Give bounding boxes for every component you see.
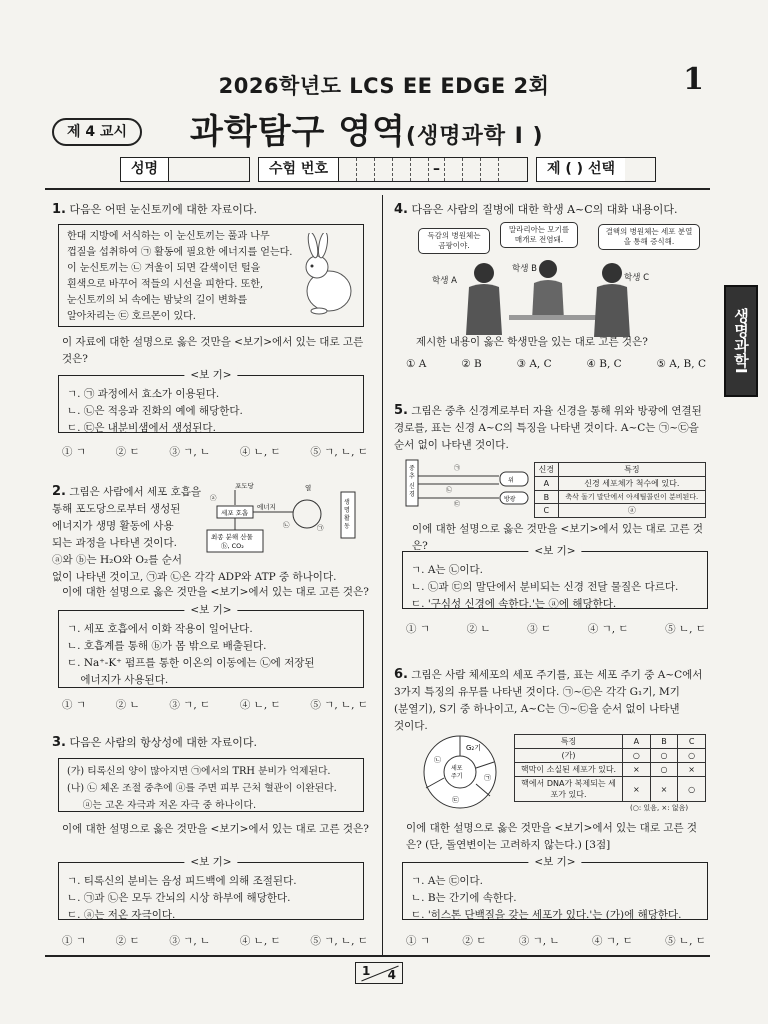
choice[interactable]: ⑤ ㄱ, ㄴ, ㄷ (310, 446, 368, 458)
choice[interactable]: ② ㄷ (115, 446, 140, 458)
choice[interactable]: ① ㄱ (62, 446, 86, 458)
choice[interactable]: ⑤ ㄱ, ㄴ, ㄷ (310, 699, 368, 711)
choice[interactable]: ⑤ ㄱ, ㄴ, ㄷ (310, 935, 368, 947)
products-label: 최종 분해 산물 (211, 533, 253, 541)
choice[interactable]: ① ㄱ (406, 935, 430, 947)
choice[interactable]: ⑤ ㄴ, ㄷ (665, 623, 706, 635)
svg-text:세포: 세포 (451, 765, 463, 772)
exam-number-field[interactable]: 수험 번호 – (258, 157, 528, 182)
q1-boki-box (58, 369, 364, 434)
boki-label: <보 기> (184, 367, 237, 384)
choice[interactable]: ④ B, C (586, 358, 622, 370)
speech-bubble-b: 말라리아는 모기를 매개로 전염돼. (500, 222, 578, 248)
boki-item: ㄷ. '히스톤 단백질을 갖는 세포가 있다.'는 (가)에 해당한다. (411, 909, 682, 921)
svg-text:㉡: ㉡ (434, 756, 441, 764)
choice[interactable]: ③ ㄱ, ㄴ (169, 446, 211, 458)
page-number: 1 (683, 62, 704, 97)
q2-respiration-diagram (205, 480, 365, 560)
name-label: 성명 (121, 158, 169, 181)
boki-item: ㄴ. B는 간기에 속한다. (411, 892, 517, 904)
subject-title (190, 104, 544, 153)
svg-text:㉠: ㉠ (484, 774, 491, 782)
boki-item: 에너지가 사용된다. (67, 674, 169, 686)
svg-text:㉠: ㉠ (454, 465, 461, 472)
svg-text:㉢: ㉢ (452, 796, 459, 804)
boki-item: ㄴ. ㉠과 ㉡은 모두 간뇌의 시상 하부에 해당한다. (67, 892, 291, 904)
svg-text:동: 동 (344, 523, 350, 530)
subject-sub: (생명과학 I ) (405, 124, 544, 149)
q1-passage-line: 껍질을 섭취하여 ㉠ 활동에 필요한 에너지를 얻는다. (67, 247, 293, 258)
boki-item: ㄱ. A는 ㉢이다. (411, 875, 484, 887)
q2-stem: 2. 그림은 사람에서 세포 호흡을 통해 포도당으로부터 생성된 에너지가 생명 활동에 사용 되는 과정을 나타낸 것이다. ⓐ와 ⓑ는 H₂O와 O₂를 순서 없이 나타낸 것이고, ㉠과 ㉡은 각각 ADP와 ATP 중 하나이다. (52, 484, 337, 583)
energy-label: 에너지 (257, 503, 276, 511)
q6-cell-cycle-diagram (414, 732, 514, 812)
q5-table: 신경 특징 A 신경 세포체가 척수에 있다. B 축삭 돌기 말단에서 아세틸콜린이 분비된다. C ⓐ (534, 462, 706, 518)
choice[interactable]: ① ㄱ (62, 699, 86, 711)
choice[interactable]: ④ ㄱ, ㄷ (591, 935, 633, 947)
choice[interactable]: ③ ㄱ, ㄴ (518, 935, 560, 947)
speech-bubble-a: 독감의 병원체는 곰팡이야. (418, 228, 490, 254)
q1-passage-line: 알아차리는 ㉢ 호르몬이 있다. (67, 311, 196, 322)
q5-question: 이에 대한 설명으로 옳은 것만을 <보기>에서 있는 대로 고른 것은? (412, 523, 704, 552)
q6-choices (406, 933, 706, 948)
choice[interactable]: ④ ㄴ, ㄷ (239, 935, 281, 947)
q1-passage-line: 눈신토끼의 뇌 속에는 밤낮의 길이 변화를 (67, 295, 248, 306)
q4-question: 제시한 내용이 옳은 학생만을 있는 대로 고른 것은? (416, 336, 648, 348)
choice[interactable]: ② ㄴ (466, 623, 491, 635)
respiration-label: 세포 호흡 (221, 509, 249, 517)
choice[interactable]: ② ㄷ (462, 935, 487, 947)
boki-item: ㄴ. ㉡과 ㉢의 말단에서 분비되는 신경 전달 물질은 다르다. (411, 581, 679, 593)
svg-text:추: 추 (409, 473, 415, 480)
boki-item: ㄱ. 티록신의 분비는 음성 피드백에 의해 조절된다. (67, 875, 297, 887)
q1-passage-line: 흰색으로 바꾸어 적들의 시선을 피한다. 또한, (67, 279, 264, 290)
boki-item: ㄷ. ㉢은 내분비샘에서 생성된다. (67, 422, 216, 434)
boki-item: ㄷ. '구심성 신경에 속한다.'는 ⓐ에 해당한다. (411, 598, 617, 610)
q1-passage-line: 이 눈신토끼는 ㉡ 겨울이 되면 갈색이던 털을 (67, 263, 261, 274)
choice[interactable]: ① ㄱ (406, 623, 430, 635)
boki-item: ㄷ. ⓐ는 저온 자극이다. (67, 909, 176, 921)
boki-item: ㄴ. ㉡은 적응과 진화의 예에 해당한다. (67, 405, 243, 417)
boki-item: ㄱ. A는 ㉡이다. (411, 564, 484, 576)
page-counter: 1 4 (355, 962, 403, 984)
speech-bubble-c: 결핵의 병원체는 세포 분열을 통해 증식해. (598, 224, 700, 250)
exam-title: 2026학년도 LCS EE EDGE 2회 (218, 74, 550, 98)
q5-choices (406, 621, 706, 636)
subject-select-field[interactable] (536, 157, 656, 182)
svg-text:ⓑ, CO₂: ⓑ, CO₂ (221, 542, 244, 550)
svg-text:ⓐ: ⓐ (210, 494, 217, 502)
q1-question: 이 자료에 대한 설명으로 옳은 것만을 <보기>에서 있는 대로 고른 것은? (62, 336, 364, 365)
q3-boki-box: <보 기> ㄱ. 티록신의 분비는 음성 피드백에 의해 조절된다. ㄴ. ㉠과 ㉡은 모두 간뇌의 시상 하부에 해당한다. ㄷ. ⓐ는 저온 자극이다. (58, 862, 364, 920)
choice[interactable]: ③ ㄱ, ㄷ (169, 699, 211, 711)
svg-text:㉢: ㉢ (454, 501, 461, 508)
choice[interactable]: ① ㄱ (62, 935, 86, 947)
svg-text:위: 위 (508, 477, 514, 484)
q3-stem: 3. 다음은 사람의 항상성에 대한 자료이다. (52, 735, 257, 750)
heat-label: 열 (305, 484, 312, 492)
svg-text:G₂기: G₂기 (466, 744, 481, 752)
column-divider (382, 195, 383, 955)
subject-select-label: 제 ( ) 선택 (537, 158, 625, 181)
q1-stem: 1. 다음은 어떤 눈신토끼에 대한 자료이다. (52, 202, 257, 217)
svg-text:주기: 주기 (451, 773, 463, 780)
q1-choices (62, 444, 368, 459)
subject-main: 과학탐구 영역 (190, 112, 406, 152)
choice[interactable]: ③ ㄱ, ㄴ (169, 935, 211, 947)
q6-stem: 6. 그림은 사람 체세포의 세포 주기를, 표는 세포 주기 중 A~C에서 3가지 특징의 유무를 나타낸 것이다. ㉠~㉢은 각각 G₁기, M기 (분열기), S기 중 하나이고, A~C는 ㉠~㉢을 순서 없이 나타낸 것이다. (394, 667, 703, 732)
student-b-label: 학생 B (512, 264, 537, 274)
footer-rule (45, 955, 710, 957)
choice[interactable]: ③ A, C (516, 358, 552, 370)
q6-table: 특징 A B C (가) ○ ○ ○ 핵막이 소실된 세포가 있다. × ○ × 핵에서 DNA가 복제되는 세포가 있다. × × ○ (514, 734, 706, 802)
q2-question: 이에 대한 설명으로 옳은 것만을 <보기>에서 있는 대로 고른 것은? (62, 586, 369, 598)
name-field[interactable] (120, 157, 250, 182)
choice[interactable]: ③ ㄷ (527, 623, 552, 635)
choice[interactable]: ② ㄴ (115, 699, 140, 711)
boki-item: ㄷ. Na⁺-K⁺ 펌프를 통한 이온의 이동에는 ㉡에 저장된 (67, 657, 315, 669)
q2-choices (62, 697, 368, 712)
svg-text:㉡: ㉡ (283, 521, 290, 529)
q6-table-legend: (○: 있음, ×: 없음) (630, 804, 689, 812)
q3-passage-box: (가) 티록신의 양이 많아지면 ㉠에서의 TRH 분비가 억제된다. (나) ㉡ 체온 조절 중추에 ⓐ를 주면 피부 근처 혈관이 이완된다. ⓐ는 고온 자극과 저온 자극 중 하나이다. (58, 758, 364, 812)
side-subject-tab: 생명과학I (724, 285, 758, 397)
q6-boki-box: <보 기> ㄱ. A는 ㉢이다. ㄴ. B는 간기에 속한다. ㄷ. '히스톤 단백질을 갖는 세포가 있다.'는 (가)에 해당한다. (402, 862, 708, 920)
svg-text:명: 명 (344, 507, 350, 514)
period-label: 제 4 교시 (52, 118, 142, 146)
q3-question: 이에 대한 설명으로 옳은 것만을 <보기>에서 있는 대로 고른 것은? (62, 823, 369, 835)
svg-text:㉠: ㉠ (317, 524, 324, 532)
svg-text:활: 활 (344, 515, 350, 522)
boki-item: ㄱ. ㉠ 과정에서 효소가 이용된다. (67, 388, 220, 400)
q5-nerve-diagram (404, 458, 534, 510)
exam-number-label: 수험 번호 (259, 158, 339, 181)
q4-choices (406, 358, 706, 370)
choice[interactable]: ④ ㄱ, ㄷ (587, 623, 629, 635)
choice[interactable]: ② B (461, 358, 482, 370)
q5-stem: 5. 그림은 중추 신경계로부터 자율 신경을 통해 위와 방광에 연결된 경로를, 표는 신경 A~C의 특징을 나타낸 것이다. A~C는 ㉠~㉢을 순서 없이 나타낸 것이다. (394, 403, 702, 451)
svg-text:방광: 방광 (504, 496, 516, 503)
q5-boki-box: <보 기> ㄱ. A는 ㉡이다. ㄴ. ㉡과 ㉢의 말단에서 분비되는 신경 전달 물질은 다르다. ㄷ. '구심성 신경에 속한다.'는 ⓐ에 해당한다. (402, 551, 708, 609)
q6-question: 이에 대한 설명으로 옳은 것만을 <보기>에서 있는 대로 고른 것은? (단, 돌연변이는 고려하지 않는다.) [3점] (406, 822, 698, 851)
svg-text:신: 신 (409, 483, 415, 490)
choice[interactable]: ⑤ A, B, C (656, 358, 706, 370)
q1-passage-box (58, 224, 364, 327)
rabbit-illustration (297, 233, 357, 318)
choice[interactable]: ④ ㄴ, ㄷ (239, 699, 281, 711)
q1-passage-line: 한대 지방에 서식하는 이 눈신토끼는 풀과 나무 (67, 231, 270, 242)
boki-item: ㄴ. 호흡계를 통해 ⓑ가 몸 밖으로 배출된다. (67, 640, 267, 652)
header-rule (45, 188, 710, 190)
svg-text:중: 중 (409, 465, 415, 472)
glucose-label: 포도당 (235, 482, 254, 490)
svg-text:생: 생 (344, 499, 350, 506)
q3-choices (62, 933, 368, 948)
choice[interactable]: ② ㄷ (115, 935, 140, 947)
choice[interactable]: ⑤ ㄴ, ㄷ (665, 935, 706, 947)
student-c-label: 학생 C (624, 273, 650, 283)
svg-text:㉡: ㉡ (446, 487, 453, 494)
svg-text:경: 경 (409, 491, 415, 498)
choice[interactable]: ① A (406, 358, 427, 370)
boki-item: ㄱ. 세포 호흡에서 이화 작용이 일어난다. (67, 623, 253, 635)
student-a-label: 학생 A (432, 276, 457, 286)
q4-stem: 4. 다음은 사람의 질병에 대한 학생 A~C의 대화 내용이다. (394, 202, 678, 217)
choice[interactable]: ④ ㄴ, ㄷ (239, 446, 281, 458)
q2-boki-box: <보 기> ㄱ. 세포 호흡에서 이화 작용이 일어난다. ㄴ. 호흡계를 통해 ⓑ가 몸 밖으로 배출된다. ㄷ. Na⁺-K⁺ 펌프를 통한 이온의 이동에는 ㉡에 저장된 에너지가 사용된다. (58, 610, 364, 688)
